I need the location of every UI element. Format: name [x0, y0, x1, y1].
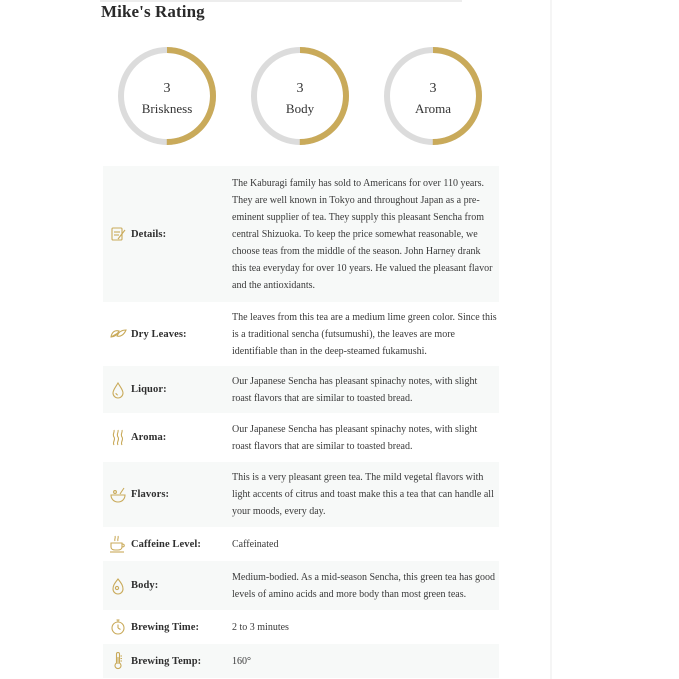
details-label: Dry Leaves: — [131, 328, 187, 340]
rating-value: 3 — [429, 81, 437, 96]
details-row-brewing-temp — [103, 644, 499, 678]
details-label: Brewing Time: — [131, 621, 200, 633]
details-row-caffeine — [103, 527, 499, 561]
details-label: Body: — [131, 580, 159, 591]
steam-icon — [109, 429, 127, 447]
leaves-icon — [109, 325, 127, 343]
rating-ring-body — [250, 46, 350, 146]
stopwatch-icon — [109, 618, 127, 636]
details-text: Our Japanese Sencha has pleasant spinachy notes, with slight roast flavors that are similar to toasted bread. — [232, 423, 478, 452]
details-row-body — [103, 561, 499, 610]
rating-value: 3 — [296, 81, 304, 96]
mortar-icon — [109, 486, 127, 504]
details-text: Medium-bodied. As a mid-season Sencha, this green tea has good levels of amino acids and more body than most green teas. — [232, 571, 495, 600]
details-label: Flavors: — [131, 489, 170, 500]
details-label: Aroma: — [131, 432, 167, 443]
details-text: The leaves from this tea are a medium lime green color. Since this is a traditional sencha (futsumushi), the leaves are more identifiable than in the deep-steamed fukamushi. — [232, 311, 497, 357]
tea-details-table — [103, 166, 499, 678]
details-text: This is a very pleasant green tea. The mild vegetal flavors with light accents of citrus and toast make this a tea that can handle all your moods, every day. — [232, 472, 494, 517]
details-text: Our Japanese Sencha has pleasant spinachy notes, with slight roast flavors that are similar to toasted bread. — [232, 375, 478, 404]
right-divider — [550, 0, 552, 679]
details-row-dry-leaves — [103, 302, 499, 366]
details-row-aroma — [103, 413, 499, 462]
details-row-flavors — [103, 462, 499, 527]
details-label: Brewing Temp: — [131, 655, 202, 667]
details-text: The Kaburagi family has sold to Americans for over 110 years. They are well known in Tokyo and throughout Japan as a pre-eminent supplier of tea. They supply this pleasant Sencha from central Shizuoka. To keep the price somewhat reasonable, we choose teas from the middle of the season. John Harney drank this tea everyday for over 10 years. He valued the pleasant flavor and the antioxidants. — [232, 177, 493, 291]
rating-label: Body — [285, 101, 315, 116]
details-row-details — [103, 166, 499, 302]
rating-ring-briskness — [117, 46, 217, 146]
notepad-icon — [109, 225, 127, 243]
thermometer-icon — [109, 652, 127, 670]
details-row-liquor — [103, 366, 499, 413]
details-label: Details: — [131, 228, 167, 240]
rating-label: Briskness — [141, 101, 193, 116]
rating-value: 3 — [163, 81, 171, 96]
droplet-icon — [109, 381, 127, 399]
body-icon — [109, 577, 127, 595]
rating-label: Aroma — [414, 101, 452, 116]
details-label: Liquor: — [131, 384, 167, 395]
teacup-icon — [109, 535, 127, 553]
rating-ring-aroma — [383, 46, 483, 146]
details-row-brewing-time — [103, 610, 499, 644]
details-text: 160° — [232, 655, 251, 667]
rating-title: Mike's Rating — [101, 2, 205, 21]
details-label: Caffeine Level: — [131, 538, 202, 550]
details-text: Caffeinated — [232, 538, 279, 550]
details-text: 2 to 3 minutes — [232, 621, 289, 633]
